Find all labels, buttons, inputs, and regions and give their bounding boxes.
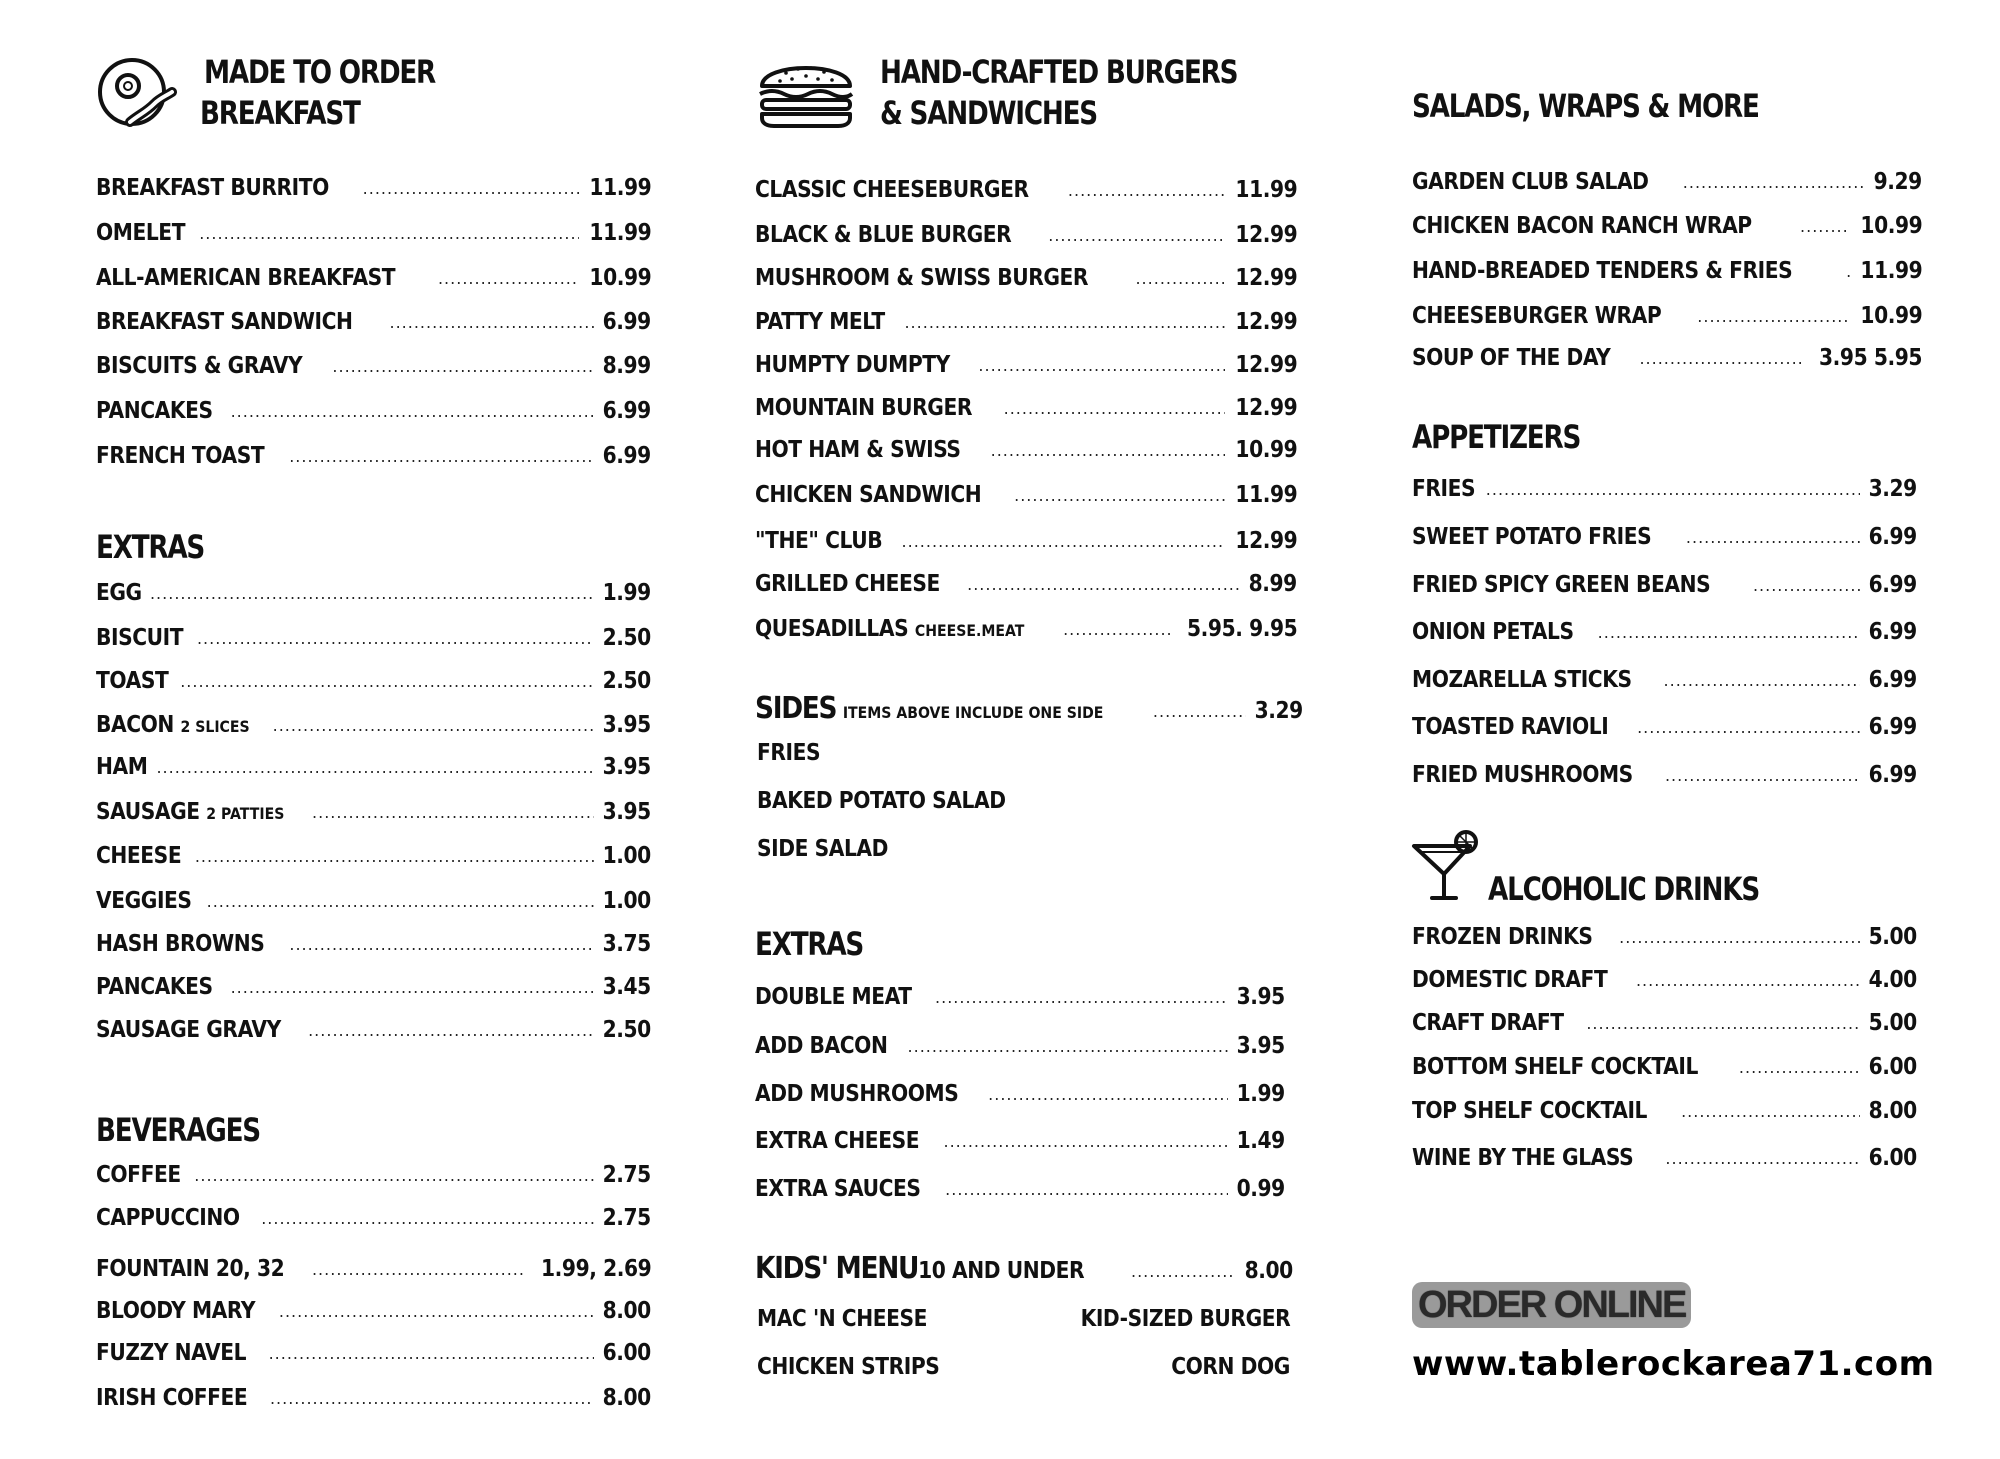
menu-item-name: TOP SHELF COCKTAIL: [1412, 1098, 1648, 1124]
dot-leader: [156, 753, 594, 777]
burger-extras-title: EXTRAS: [755, 925, 864, 963]
dot-leader: [363, 174, 579, 198]
order-online-button[interactable]: [1412, 1282, 1691, 1328]
menu-item: [1412, 522, 1917, 552]
beverages-title: BEVERAGES: [96, 1111, 260, 1149]
menu-item: [96, 173, 651, 203]
menu-item: [755, 307, 1297, 337]
menu-item-name: PANCAKES: [96, 398, 213, 424]
menu-item: [96, 1254, 651, 1284]
menu-item-name: EXTRA CHEESE: [755, 1128, 920, 1154]
menu-item-price: 3.95: [1236, 1033, 1285, 1059]
menu-item: [1412, 343, 1922, 373]
dot-leader: [270, 1384, 594, 1408]
menu-item: [755, 1031, 1285, 1061]
menu-item-name: ONION PETALS: [1412, 619, 1574, 645]
menu-item-name: TOAST: [96, 668, 169, 694]
menu-item-name: PANCAKES: [96, 974, 213, 1000]
dot-leader: [1681, 1097, 1860, 1121]
menu-item: [755, 526, 1297, 556]
menu-item: [96, 1296, 651, 1326]
fried-egg-bacon-icon: [96, 56, 176, 136]
menu-item: [755, 614, 1297, 646]
dot-leader: [261, 1204, 594, 1228]
menu-item-name: QUESADILLAS CHEESE.MEAT: [755, 616, 1025, 642]
menu-item-price: 12.99: [1235, 222, 1297, 248]
dot-leader: [1014, 481, 1225, 505]
menu-item: [755, 480, 1297, 510]
dot-leader: [904, 308, 1224, 332]
kids-title: KIDS' MENU: [755, 1251, 919, 1286]
menu-item: [755, 1079, 1285, 1109]
menu-item-price: 12.99: [1235, 309, 1297, 335]
menu-item-price: 3.29: [1868, 476, 1917, 502]
menu-item: [1412, 965, 1917, 995]
menu-item-name: EGG: [96, 580, 142, 606]
menu-item-price: 3.95: [602, 712, 651, 738]
menu-item-name: SOUP OF THE DAY: [1412, 345, 1611, 371]
menu-item-price: 2.75: [602, 1162, 651, 1188]
menu-item-price: 12.99: [1235, 528, 1297, 554]
menu-item-name: ALL-AMERICAN BREAKFAST: [96, 265, 396, 291]
menu-item-price: 1.00: [602, 888, 651, 914]
menu-item-price: 8.00: [1868, 1098, 1917, 1124]
menu-item-name: MOZARELLA STICKS: [1412, 667, 1632, 693]
menu-item-price: 8.00: [602, 1385, 651, 1411]
menu-item: [755, 175, 1297, 205]
menu-item: [96, 797, 651, 829]
menu-item-price: 3.75: [602, 931, 651, 957]
dot-leader: [180, 667, 594, 691]
menu-item-price: 6.99: [1868, 572, 1917, 598]
kids-item: KID-SIZED BURGER: [1080, 1306, 1290, 1332]
kids-item: CHICKEN STRIPS: [757, 1354, 940, 1380]
menu-item-name: COFFEE: [96, 1162, 181, 1188]
menu-item-name: HUMPTY DUMPTY: [755, 352, 950, 378]
dot-leader: [943, 1127, 1228, 1151]
menu-item-name: SAUSAGE GRAVY: [96, 1017, 281, 1043]
menu-item-name: FRENCH TOAST: [96, 443, 265, 469]
menu-item-name: DOMESTIC DRAFT: [1412, 967, 1608, 993]
menu-item: [96, 1383, 651, 1413]
dot-leader: [1686, 523, 1860, 547]
menu-item-name: BLOODY MARY: [96, 1298, 256, 1324]
menu-item: [1412, 760, 1917, 790]
menu-item-name: FRIES: [1412, 476, 1476, 502]
menu-item-name: CLASSIC CHEESEBURGER: [755, 177, 1029, 203]
menu-item-price: 3.95 5.95: [1819, 345, 1922, 371]
menu-item-name: BOTTOM SHELF COCKTAIL: [1412, 1054, 1698, 1080]
dot-leader: [1753, 571, 1860, 595]
menu-item-name: HOT HAM & SWISS: [755, 437, 961, 463]
menu-item-price: 6.99: [1868, 667, 1917, 693]
menu-item-name: CHEESEBURGER WRAP: [1412, 303, 1662, 329]
menu-item: [96, 752, 651, 782]
dot-leader: [279, 1297, 594, 1321]
dot-leader: [908, 1032, 1229, 1056]
kids-price: 8.00: [1244, 1258, 1293, 1284]
dot-leader: [199, 219, 579, 243]
menu-item-price: 1.00: [602, 843, 651, 869]
sides-price: 3.29: [1254, 698, 1303, 724]
kids-note: 10 AND UNDER: [918, 1258, 1085, 1284]
menu-item-name: SAUSAGE 2 PATTIES: [96, 799, 285, 825]
menu-item: [1412, 301, 1922, 331]
menu-item-name: FROZEN DRINKS: [1412, 924, 1593, 950]
menu-item: [96, 578, 651, 608]
menu-item-name: OMELET: [96, 220, 186, 246]
menu-item: [755, 1126, 1285, 1156]
menu-item-price: 3.45: [602, 974, 651, 1000]
menu-item-price: 11.99: [589, 175, 651, 201]
menu-item: [96, 841, 651, 871]
menu-item-price: 1.99, 2.69: [540, 1256, 651, 1282]
dot-leader: [991, 436, 1225, 460]
menu-item: [1412, 570, 1917, 600]
breakfast-title: MADE TO ORDER: [204, 53, 436, 91]
menu-item: [96, 263, 651, 293]
menu-item-price: 6.00: [602, 1340, 651, 1366]
dot-leader: [988, 1080, 1228, 1104]
sides-header: [755, 691, 1303, 728]
menu-item-name: FRIED SPICY GREEN BEANS: [1412, 572, 1711, 598]
dot-leader: [1639, 344, 1803, 368]
dot-leader: [1739, 1053, 1860, 1077]
menu-item: [96, 623, 651, 653]
menu-item-name: WINE BY THE GLASS: [1412, 1145, 1634, 1171]
menu-item-note: 2 PATTIES: [206, 804, 285, 823]
menu-item: [96, 351, 651, 381]
menu-item: [1412, 167, 1922, 197]
dot-leader: [332, 352, 594, 376]
menu-item-price: 11.99: [1235, 482, 1297, 508]
dot-leader: [1637, 713, 1860, 737]
menu-item: [96, 396, 651, 426]
menu-item: [1412, 211, 1922, 241]
menu-item: [96, 1338, 651, 1368]
dot-leader: [1800, 212, 1850, 236]
menu-item: [96, 307, 651, 337]
dot-leader: [1486, 475, 1860, 499]
menu-item-price: 10.99: [1860, 213, 1922, 239]
menu-item-name: CAPPUCCINO: [96, 1205, 240, 1231]
menu-item: [1412, 665, 1917, 695]
dot-leader: [1598, 618, 1861, 642]
burger-icon: [756, 54, 856, 128]
dot-leader: [1586, 1009, 1860, 1033]
menu-item-name: BACON 2 SLICES: [96, 712, 250, 738]
menu-item-price: 6.99: [602, 309, 651, 335]
dot-leader: [1665, 761, 1860, 785]
menu-item-price: 9.29: [1873, 169, 1922, 195]
menu-item: [755, 435, 1297, 465]
website-link[interactable]: www.tablerockarea71.com: [1412, 1344, 1935, 1384]
menu-item-price: 6.00: [1868, 1054, 1917, 1080]
menu-item-price: 8.99: [1248, 571, 1297, 597]
menu-item-name: DOUBLE MEAT: [755, 984, 912, 1010]
breakfast-subtitle: BREAKFAST: [200, 94, 360, 132]
dot-leader: [1068, 176, 1225, 200]
menu-item-price: 6.99: [602, 398, 651, 424]
menu-item-name: CHICKEN SANDWICH: [755, 482, 982, 508]
side-item: BAKED POTATO SALAD: [757, 788, 1006, 814]
dot-leader: [438, 264, 579, 288]
menu-item-name: TOASTED RAVIOLI: [1412, 714, 1609, 740]
menu-item-price: 2.75: [602, 1205, 651, 1231]
menu-item-name: HAM: [96, 754, 148, 780]
menu-item-price: 11.99: [1860, 258, 1922, 284]
menu-item: [96, 441, 651, 471]
menu-item-price: 3.95: [602, 799, 651, 825]
menu-item-name: MUSHROOM & SWISS BURGER: [755, 265, 1089, 291]
dot-leader: [308, 1016, 594, 1040]
menu-item-price: 6.99: [1868, 524, 1917, 550]
menu-item-name: VEGGIES: [96, 888, 192, 914]
dot-leader: [231, 397, 595, 421]
menu-item-price: 3.95: [602, 754, 651, 780]
menu-item-name: HASH BROWNS: [96, 931, 265, 957]
menu-item-name: BREAKFAST SANDWICH: [96, 309, 353, 335]
dot-leader: [1063, 615, 1170, 639]
menu-item-price: 2.50: [602, 1017, 651, 1043]
menu-item: [755, 263, 1297, 293]
menu-item-price: 2.50: [602, 668, 651, 694]
menu-item-name: BLACK & BLUE BURGER: [755, 222, 1012, 248]
menu-item-name: GARDEN CLUB SALAD: [1412, 169, 1649, 195]
menu-item-price: 4.00: [1868, 967, 1917, 993]
menu-item: [1412, 1096, 1917, 1126]
menu-item-price: 2.50: [602, 625, 651, 651]
menu-item: [96, 710, 651, 742]
side-item: FRIES: [757, 740, 821, 766]
menu-item-price: 1.99: [602, 580, 651, 606]
menu-item-price: 10.99: [1235, 437, 1297, 463]
sides-note: ITEMS ABOVE INCLUDE ONE SIDE: [842, 703, 1104, 722]
menu-item-name: "THE" CLUB: [755, 528, 883, 554]
menu-item: [1412, 1052, 1917, 1082]
dot-leader: [1664, 666, 1861, 690]
menu-item-price: 5.00: [1868, 924, 1917, 950]
menu-item-name: ADD BACON: [755, 1033, 888, 1059]
appetizers-title: APPETIZERS: [1412, 418, 1581, 456]
menu-item-name: GRILLED CHEESE: [755, 571, 940, 597]
dot-leader: [1619, 923, 1860, 947]
menu-item: [96, 886, 651, 916]
menu-item: [755, 220, 1297, 250]
dot-leader: [945, 1175, 1228, 1199]
dot-leader: [194, 1161, 594, 1185]
burgers-subtitle: & SANDWICHES: [880, 94, 1097, 132]
menu-item: [755, 982, 1285, 1012]
dot-leader: [207, 887, 595, 911]
dot-leader: [1048, 221, 1224, 245]
menu-item: [96, 666, 651, 696]
menu-item: [1412, 922, 1917, 952]
dot-leader: [231, 973, 595, 997]
menu-item-price: 10.99: [1860, 303, 1922, 329]
menu-item-name: CRAFT DRAFT: [1412, 1010, 1564, 1036]
menu-item-price: 3.95: [1236, 984, 1285, 1010]
dot-leader: [269, 1339, 595, 1363]
dot-leader: [289, 442, 594, 466]
menu-item-price: 12.99: [1235, 395, 1297, 421]
dot-leader: [1004, 394, 1225, 418]
menu-item: [1412, 1143, 1917, 1173]
menu-item-price: 11.99: [589, 220, 651, 246]
menu-item: [755, 350, 1297, 380]
kids-item: CORN DOG: [1171, 1354, 1290, 1380]
menu-item-price: 12.99: [1235, 352, 1297, 378]
menu-item-note: 2 SLICES: [180, 717, 250, 736]
dot-leader: [935, 983, 1228, 1007]
kids-header: [755, 1251, 1293, 1286]
menu-item: [755, 1174, 1285, 1204]
menu-item: [1412, 256, 1922, 286]
dot-leader: [1697, 302, 1849, 326]
dot-leader: [1636, 966, 1860, 990]
dot-leader: [150, 579, 594, 603]
dot-leader: [1665, 1144, 1860, 1168]
menu-item-name: FRIED MUSHROOMS: [1412, 762, 1633, 788]
menu-item: [96, 1015, 651, 1045]
menu-item-price: 0.99: [1236, 1176, 1285, 1202]
dot-leader: [312, 1255, 524, 1279]
cocktail-glass-icon: [1410, 830, 1484, 904]
menu-item-price: 5.95. 9.95: [1186, 616, 1297, 642]
menu-item-name: SWEET POTATO FRIES: [1412, 524, 1652, 550]
menu-item-name: MOUNTAIN BURGER: [755, 395, 973, 421]
menu-item-name: CHEESE: [96, 843, 182, 869]
dot-leader: [312, 798, 594, 822]
menu-item-name: BREAKFAST BURRITO: [96, 175, 329, 201]
breakfast-extras-title: EXTRAS: [96, 528, 205, 566]
menu-item-name: FOUNTAIN 20, 32: [96, 1256, 285, 1282]
menu-item-price: 5.00: [1868, 1010, 1917, 1036]
menu-item-name: EXTRA SAUCES: [755, 1176, 921, 1202]
dot-leader: [1846, 257, 1850, 281]
dot-leader: [389, 308, 594, 332]
menu-item-name: HAND-BREADED TENDERS & FRIES: [1412, 258, 1793, 284]
menu-item: [96, 1203, 651, 1233]
burgers-title: HAND-CRAFTED BURGERS: [880, 53, 1238, 91]
menu-item-price: 6.99: [1868, 714, 1917, 740]
menu-item-note: CHEESE.MEAT: [914, 621, 1025, 640]
menu-item: [96, 972, 651, 1002]
menu-item-price: 8.00: [602, 1298, 651, 1324]
menu-item: [1412, 474, 1917, 504]
side-item: SIDE SALAD: [757, 836, 888, 862]
menu-item-name: BISCUIT: [96, 625, 184, 651]
menu-item: [755, 569, 1297, 599]
menu-item-price: 6.00: [1868, 1145, 1917, 1171]
menu-item-name: PATTY MELT: [755, 309, 885, 335]
menu-item-name: IRISH COFFEE: [96, 1385, 248, 1411]
menu-item-price: 12.99: [1235, 265, 1297, 291]
dot-leader: [197, 624, 594, 648]
dot-leader: [902, 527, 1225, 551]
menu-item: [96, 929, 651, 959]
menu-item-price: 11.99: [1235, 177, 1297, 203]
menu-item-price: 1.49: [1236, 1128, 1285, 1154]
menu-item-price: 6.99: [602, 443, 651, 469]
menu-item-name: FUZZY NAVEL: [96, 1340, 247, 1366]
menu-item-name: CHICKEN BACON RANCH WRAP: [1412, 213, 1752, 239]
dot-leader: [967, 570, 1240, 594]
menu-item: [1412, 1008, 1917, 1038]
menu-item: [96, 218, 651, 248]
dot-leader: [195, 842, 594, 866]
menu-item-price: 10.99: [589, 265, 651, 291]
menu-item: [1412, 617, 1917, 647]
dot-leader: [1135, 264, 1224, 288]
order-online-label: ORDER ONLINE: [1418, 1284, 1686, 1326]
kids-item: MAC 'N CHEESE: [757, 1306, 928, 1332]
menu-item-price: 1.99: [1236, 1081, 1285, 1107]
dot-leader: [1683, 168, 1865, 192]
sides-title: SIDES: [755, 691, 837, 726]
menu-item: [755, 393, 1297, 423]
salads-title: SALADS, WRAPS & MORE: [1412, 87, 1759, 125]
menu-item: [96, 1160, 651, 1190]
menu-item-price: 8.99: [602, 353, 651, 379]
menu-item-price: 6.99: [1868, 762, 1917, 788]
drinks-title: ALCOHOLIC DRINKS: [1488, 870, 1759, 908]
dot-leader: [289, 930, 594, 954]
menu-item-name: BISCUITS & GRAVY: [96, 353, 303, 379]
menu-item-name: ADD MUSHROOMS: [755, 1081, 959, 1107]
menu-item: [1412, 712, 1917, 742]
dot-leader: [978, 351, 1224, 375]
menu-item-price: 6.99: [1868, 619, 1917, 645]
dot-leader: [273, 711, 595, 735]
